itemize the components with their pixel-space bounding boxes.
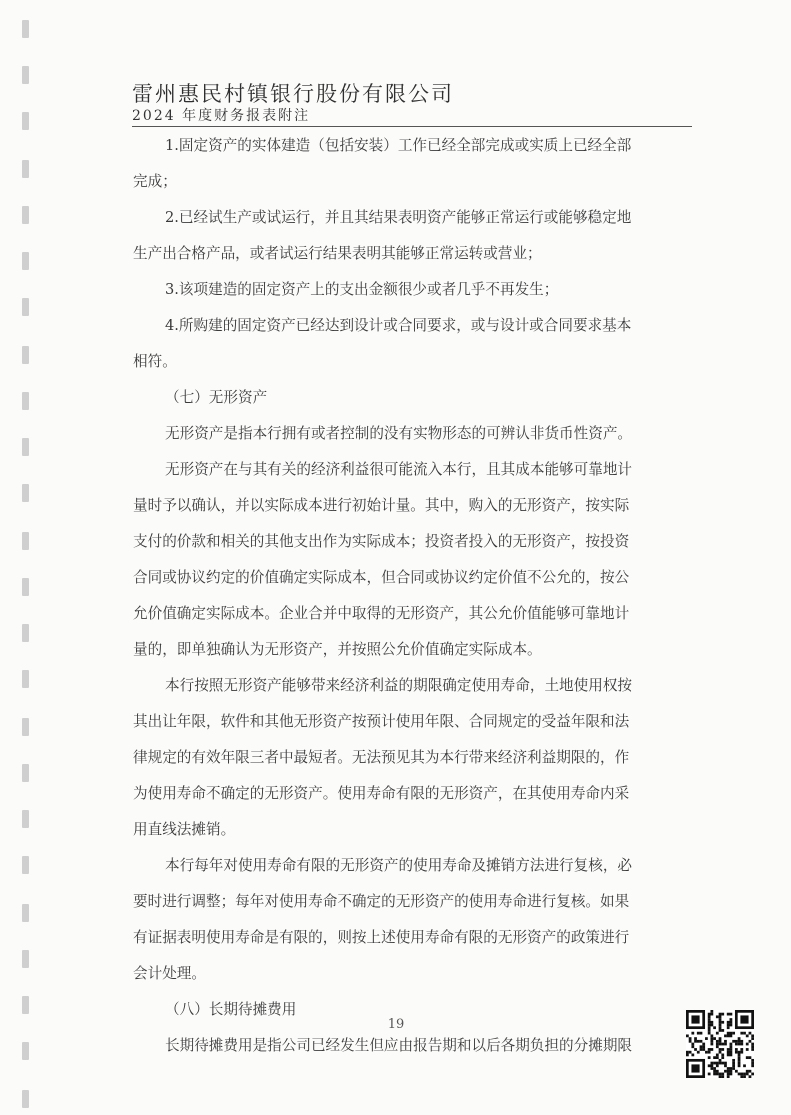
report-title: 2024 年度财务报表附注: [132, 108, 311, 124]
text-line: 量的，即单独确认为无形资产，并按照公允价值确定实际成本。: [133, 641, 542, 658]
text-line: 为使用寿命不确定的无形资产。使用寿命有限的无形资产，在其使用寿命内采: [133, 785, 630, 802]
text-line: 量时予以确认，并以实际成本进行初始计量。其中，购入的无形资产，按实际: [133, 497, 630, 514]
text-line: 生产出合格产品，或者试运行结果表明其能够正常运转或营业；: [133, 245, 542, 262]
qr-code-icon: [686, 1010, 754, 1078]
page-number: 19: [387, 1017, 405, 1032]
text-line: 本行每年对使用寿命有限的无形资产的使用寿命及摊销方法进行复核，必: [165, 857, 633, 874]
text-line: 长期待摊费用是指公司已经发生但应由报告期和以后各期负担的分摊期限: [165, 1037, 633, 1054]
text-line: 支付的价款和相关的其他支出作为实际成本；投资者投入的无形资产，按投资: [133, 533, 630, 550]
text-line: 其出让年限，软件和其他无形资产按预计使用年限、合同规定的受益年限和法: [133, 713, 630, 730]
text-line: 本行按照无形资产能够带来经济利益的期限确定使用寿命，土地使用权按: [165, 677, 633, 694]
text-line: 3.该项建造的固定资产上的支出金额很少或者几乎不再发生；: [165, 281, 559, 298]
binding-holes: [22, 0, 30, 1115]
text-line: 律规定的有效年限三者中最短者。无法预见其为本行带来经济利益期限的，作: [133, 749, 630, 766]
text-line: 允价值确定实际成本。企业合并中取得的无形资产，其公允价值能够可靠地计: [133, 605, 630, 622]
text-line: 1.固定资产的实体建造（包括安装）工作已经全部完成或实质上已经全部: [165, 137, 632, 154]
text-line: 用直线法摊销。: [133, 821, 236, 838]
text-line: 相符。: [133, 353, 177, 370]
text-line: 完成；: [133, 173, 177, 190]
section-heading-long-term-prepaid-expenses: （八）长期待摊费用: [165, 1001, 297, 1018]
section-heading-intangible-assets: （七）无形资产: [165, 389, 268, 406]
text-line: 合同或协议约定的价值确定实际成本，但合同或协议约定价值不公允的，按公: [133, 569, 630, 586]
text-line: 无形资产在与其有关的经济利益很可能流入本行，且其成本能够可靠地计: [165, 461, 633, 478]
text-line: 有证据表明使用寿命是有限的，则按上述使用寿命有限的无形资产的政策进行: [133, 929, 630, 946]
company-name: 雷州惠民村镇银行股份有限公司: [132, 82, 454, 106]
header-divider: [132, 126, 692, 127]
text-line: 会计处理。: [133, 965, 206, 982]
text-line: 4.所购建的固定资产已经达到设计或合同要求，或与设计或合同要求基本: [165, 317, 632, 334]
text-line: 无形资产是指本行拥有或者控制的没有实物形态的可辨认非货币性资产。: [165, 425, 633, 442]
text-line: 2.已经试生产或试运行，并且其结果表明资产能够正常运行或能够稳定地: [165, 209, 632, 226]
text-line: 要时进行调整；每年对使用寿命不确定的无形资产的使用寿命进行复核。如果: [133, 893, 630, 910]
